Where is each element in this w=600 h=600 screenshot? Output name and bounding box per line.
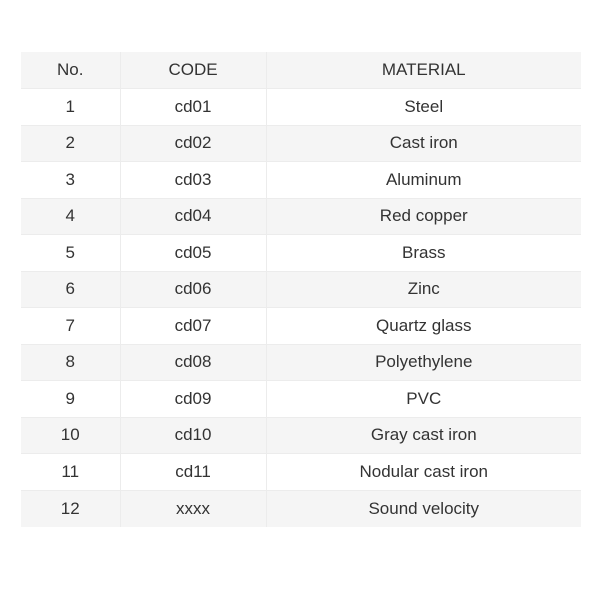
cell-no: 12 [21,490,120,527]
table-row [21,198,581,235]
table-row [21,454,581,491]
table-row [21,417,581,454]
table-row [21,308,581,345]
table-row [21,490,581,527]
table-row [21,381,581,418]
cell-code: cd11 [120,454,266,491]
cell-no: 4 [21,198,120,235]
cell-no: 1 [21,89,120,126]
cell-no: 9 [21,381,120,418]
cell-code: cd10 [120,417,266,454]
cell-no: 10 [21,417,120,454]
cell-material: Cast iron [266,125,581,162]
header-no: No. [21,52,120,89]
header-code: CODE [120,52,266,89]
cell-code: cd06 [120,271,266,308]
cell-no: 7 [21,308,120,345]
table-body [21,89,581,527]
cell-code: cd02 [120,125,266,162]
materials-table-container [21,52,581,527]
cell-material: PVC [266,381,581,418]
cell-material: Gray cast iron [266,417,581,454]
table-row [21,125,581,162]
table-row [21,162,581,199]
cell-material: Polyethylene [266,344,581,381]
cell-code: cd09 [120,381,266,418]
cell-no: 11 [21,454,120,491]
cell-no: 2 [21,125,120,162]
cell-code: cd05 [120,235,266,272]
cell-material: Steel [266,89,581,126]
cell-material: Quartz glass [266,308,581,345]
cell-code: cd01 [120,89,266,126]
cell-code: cd07 [120,308,266,345]
cell-material: Nodular cast iron [266,454,581,491]
cell-code: xxxx [120,490,266,527]
cell-material: Aluminum [266,162,581,199]
cell-material: Brass [266,235,581,272]
cell-material: Sound velocity [266,490,581,527]
cell-code: cd04 [120,198,266,235]
cell-code: cd08 [120,344,266,381]
cell-no: 3 [21,162,120,199]
cell-no: 8 [21,344,120,381]
materials-table [21,52,581,527]
table-row [21,271,581,308]
cell-no: 5 [21,235,120,272]
cell-material: Zinc [266,271,581,308]
cell-code: cd03 [120,162,266,199]
table-row [21,235,581,272]
cell-no: 6 [21,271,120,308]
table-row [21,344,581,381]
table-row [21,89,581,126]
table-header [21,52,581,89]
cell-material: Red copper [266,198,581,235]
header-row [21,52,581,89]
header-material: MATERIAL [266,52,581,89]
